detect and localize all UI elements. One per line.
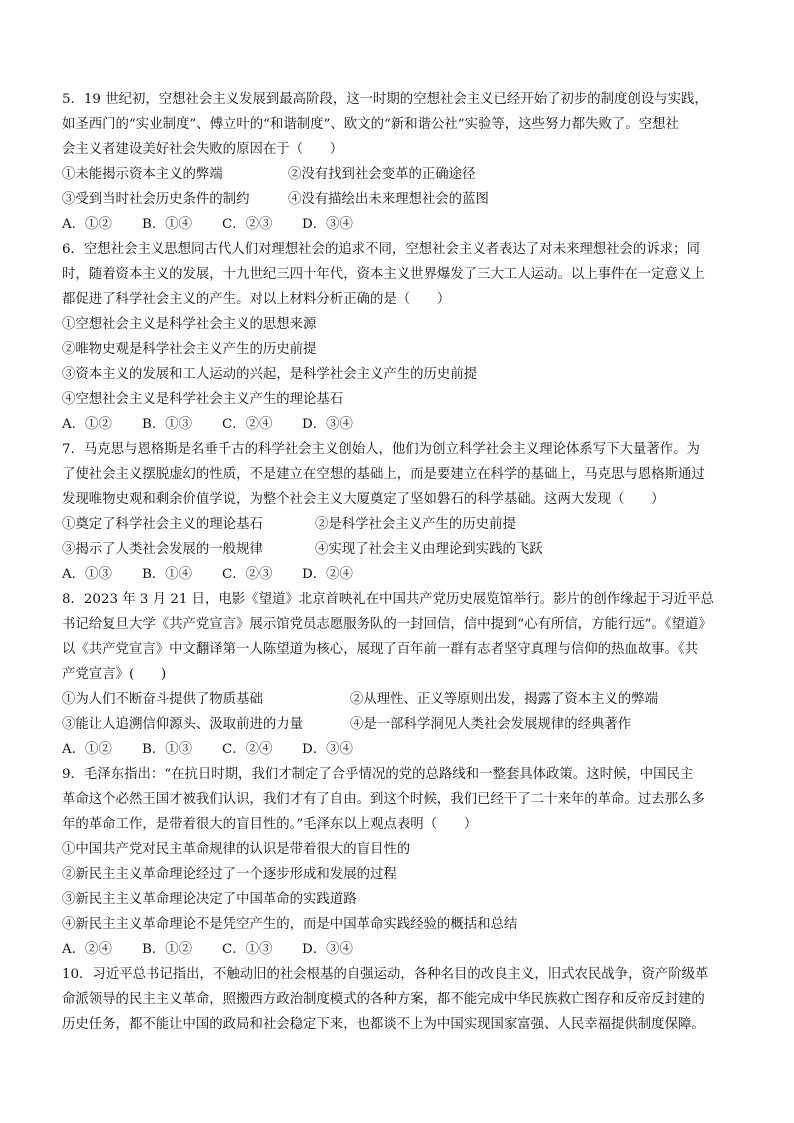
question-5-statement-row: [62, 192, 734, 208]
question-8-stem-line: 产党宣言》( ): [62, 667, 167, 682]
question-8-stem-line: 以《共产党宣言》中文翻译第一人陈望道为核心，展现了百年前一群有志者坚守真理与信仰的热血故事。《共: [62, 642, 699, 657]
question-9-choice-b[interactable]: B．①②: [142, 942, 193, 957]
question-8-statement: ④是一部科学洞见人类社会发展规律的经典著作: [350, 717, 632, 732]
question-9-statement: ③新民主主义革命理论决定了中国革命的实践道路: [62, 892, 357, 907]
question-8-statement: ②从理性、正义等原则出发，揭露了资本主义的弊端: [350, 692, 658, 707]
question-8-statement: ③能让人追溯信仰源头、汲取前进的力量: [62, 717, 304, 732]
question-6-choice-c[interactable]: C．②④: [222, 417, 273, 432]
question-5-statement: ②没有找到社会变革的正确途径: [288, 167, 476, 182]
question-6-statement: ③资本主义的发展和工人运动的兴起，是科学社会主义产生的历史前提: [62, 367, 478, 382]
question-7-choice-c[interactable]: C．②③: [222, 567, 273, 582]
question-10-stem-line: 历史任务，都不能让中国的政局和社会稳定下来，也都谈不上为中国实现国家富强、人民幸福提供制度保障。: [62, 1017, 705, 1032]
question-8-choice-c[interactable]: C．②④: [222, 742, 273, 757]
question-5-statement: ①未能揭示资本主义的弊端: [62, 167, 223, 182]
question-6-choice-b[interactable]: B．①③: [142, 417, 193, 432]
question-8-stem-line: 8．2023 年 3 月 21 日，电影《望道》北京首映礼在中国共产党历史展览馆举行。影片的创作缘起于习近平总: [62, 592, 714, 607]
question-5-stem-line: 如圣西门的“实业制度”、傅立叶的“和谐制度”、欧文的“新和谐公社”实验等，这些努力都失败了。空想社: [62, 117, 679, 132]
question-6-statement: ④空想社会主义是科学社会主义产生的理论基石: [62, 392, 344, 407]
question-6-statement: ①空想社会主义是科学社会主义的思想来源: [62, 317, 317, 332]
question-9-stem-line: 革命这个必然王国才被我们认识，我们才有了自由。到这个时候，我们已经干了二十来年的革命。过去那么多: [62, 792, 705, 807]
question-6-choice-a[interactable]: A．①②: [62, 417, 112, 432]
question-5-statement: ④没有描绘出未来理想社会的蓝图: [288, 192, 489, 207]
question-5-choice-b[interactable]: B．①④: [142, 217, 193, 232]
question-5-stem-line: 会主义者建设美好社会失败的原因在于（ ）: [62, 142, 344, 157]
question-10-stem-line: 命派领导的民主主义革命，照搬西方政治制度模式的各种方案，都不能完成中华民族救亡图存和反帝反封建的: [62, 992, 705, 1007]
question-7-statement: ④实现了社会主义由理论到实践的飞跃: [315, 542, 543, 557]
question-8-statement-row: [62, 717, 734, 733]
question-10-stem-line: 10．习近平总书记指出，不触动旧的社会根基的自强运动，各种名目的改良主义，旧式农民战争，资产阶级革: [62, 967, 709, 982]
question-5-statement: ③受到当时社会历史条件的制约: [62, 192, 250, 207]
question-7-statement-row: [62, 517, 734, 533]
question-7-stem-line: 发现唯物史观和剩余价值学说，为整个社会主义大厦奠定了坚如磐石的科学基础。这两大发现（ ）: [62, 492, 665, 507]
question-6-stem-line: 时，随着资本主义的发展，十九世纪三四十年代，资本主义世界爆发了三大工人运动。以上事件在一定意义上: [62, 267, 705, 282]
question-6-stem-line: 6．空想社会主义思想同古代人们对理想社会的追求不同，空想社会主义者表达了对未来理想社会的诉求；同: [62, 242, 700, 257]
question-9-choice-d[interactable]: D．③④: [302, 942, 353, 957]
question-6-stem-line: 都促进了科学社会主义的产生。对以上材料分析正确的是（ ）: [62, 292, 451, 307]
question-5-choice-a[interactable]: A．①②: [62, 217, 112, 232]
question-7-choice-d[interactable]: D．②④: [302, 567, 353, 582]
question-9-stem-line: 年的革命工作，是带着很大的盲目性的。”毛泽东以上观点表明（ ）: [62, 817, 478, 832]
question-7-choice-a[interactable]: A．①③: [62, 567, 112, 582]
question-7-stem-line: 了使社会主义摆脱虚幻的性质，不是建立在空想的基础上，而是要建立在科学的基础上，马克思与恩格斯通过: [62, 467, 705, 482]
question-7-statement-row: [62, 542, 734, 558]
question-8-statement-row: [62, 692, 734, 708]
question-8-choices: [62, 742, 734, 758]
question-5-choices: [62, 217, 734, 233]
question-6-choices: [62, 417, 734, 433]
question-8-statement: ①为人们不断奋斗提供了物质基础: [62, 692, 263, 707]
question-9-choice-c[interactable]: C．①③: [222, 942, 273, 957]
question-7-stem-line: 7．马克思与恩格斯是名垂千古的科学社会主义创始人，他们为创立科学社会主义理论体系写下大量著作。为: [62, 442, 700, 457]
question-7-choices: [62, 567, 734, 583]
question-5-stem-line: 5．19 世纪初，空想社会主义发展到最高阶段，这一时期的空想社会主义已经开始了初步的制度创设与实践，: [62, 92, 708, 107]
question-9-choice-a[interactable]: A．②④: [62, 942, 112, 957]
question-8-choice-d[interactable]: D．③④: [302, 742, 353, 757]
question-5-statement-row: [62, 167, 734, 183]
question-7-statement: ②是科学社会主义产生的历史前提: [315, 517, 516, 532]
question-9-stem-line: 9．毛泽东指出：“在抗日时期，我们才制定了合乎情况的党的总路线和一整套具体政策。这时候，中国民主: [62, 767, 694, 782]
question-8-stem-line: 书记给复旦大学《共产党宣言》展示馆党员志愿服务队的一封回信，信中提到“心有所信，方能行远”。《望道》: [62, 617, 712, 632]
question-8-choice-b[interactable]: B．①③: [142, 742, 193, 757]
question-6-choice-d[interactable]: D．③④: [302, 417, 353, 432]
question-9-statement: ④新民主主义革命理论不是凭空产生的，而是中国革命实践经验的概括和总结: [62, 917, 518, 932]
question-7-choice-b[interactable]: B．①④: [142, 567, 193, 582]
question-5-choice-c[interactable]: C．②③: [222, 217, 273, 232]
question-7-statement: ①奠定了科学社会主义的理论基石: [62, 517, 263, 532]
question-5-choice-d[interactable]: D．③④: [302, 217, 353, 232]
question-6-statement: ②唯物史观是科学社会主义产生的历史前提: [62, 342, 317, 357]
question-8-choice-a[interactable]: A．①②: [62, 742, 112, 757]
question-7-statement: ③揭示了人类社会发展的一般规律: [62, 542, 263, 557]
question-9-statement: ②新民主主义革命理论经过了一个逐步形成和发展的过程: [62, 867, 397, 882]
question-9-choices: [62, 942, 734, 958]
question-9-statement: ①中国共产党对民主革命规律的认识是带着很大的盲目性的: [62, 842, 411, 857]
